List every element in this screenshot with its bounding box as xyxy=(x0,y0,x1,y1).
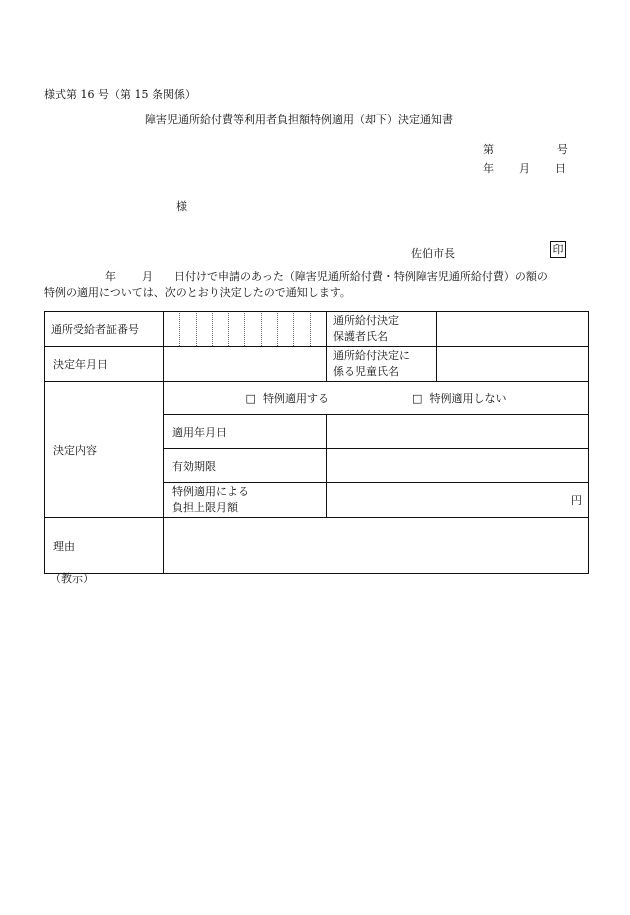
reason-label-cell xyxy=(45,518,164,574)
cert-number-label: 通所受給者証番号 xyxy=(51,323,139,336)
validity-label-cell xyxy=(164,449,327,483)
body-line-2: 特例の適用については、次のとおり決定したので通知します。 xyxy=(44,286,351,299)
cert-digit-box[interactable] xyxy=(245,313,261,346)
number-prefix: 第 xyxy=(483,143,494,156)
guardian-label-1: 通所給付決定 xyxy=(333,314,399,327)
decision-date-field[interactable] xyxy=(164,347,327,382)
option-apply[interactable] xyxy=(246,390,329,406)
decision-content-label-cell xyxy=(45,382,164,518)
issue-date-year: 年 xyxy=(483,162,494,175)
cert-digit-box[interactable] xyxy=(294,313,310,346)
decision-date-label-cell xyxy=(45,347,164,382)
option-apply-label: 特例適用する xyxy=(262,392,329,405)
limit-amount-field[interactable] xyxy=(327,483,589,518)
document-title: 障害児通所給付費等利用者負担額特例適用（却下）決定通知書 xyxy=(145,113,453,126)
form-number: 様式第 16 号（第 15 条関係） xyxy=(44,88,196,101)
guardian-label-2: 保護者氏名 xyxy=(333,330,388,343)
reason-field[interactable] xyxy=(164,518,589,574)
option-not-apply-label: 特例適用しない xyxy=(429,392,507,405)
body-year: 年 xyxy=(105,270,116,283)
apply-date-label: 適用年月日 xyxy=(172,425,227,439)
reason-label: 理由 xyxy=(53,539,75,553)
validity-label: 有効期限 xyxy=(172,459,216,473)
body-text: 日付けで申請のあった（障害児通所給付費・特例障害児通所給付費）の額の xyxy=(174,270,548,283)
body-month: 月 xyxy=(142,270,153,283)
option-not-apply[interactable] xyxy=(412,390,506,406)
cert-digit-box[interactable] xyxy=(311,313,326,346)
guardian-name-field[interactable] xyxy=(437,312,589,347)
child-name-field[interactable] xyxy=(437,347,589,382)
guardian-label-cell xyxy=(327,312,437,347)
limit-label-2: 負担上限月額 xyxy=(172,501,238,514)
cert-digit-box[interactable] xyxy=(262,313,278,346)
issue-date-month: 月 xyxy=(519,162,530,175)
apply-date-label-cell xyxy=(164,415,327,449)
issuer-name: 佐伯市長 xyxy=(411,247,455,260)
checkbox-icon[interactable]: □ xyxy=(412,392,423,405)
body-line-1 xyxy=(44,268,589,284)
decision-content-label: 決定内容 xyxy=(53,443,97,457)
cert-digit-box[interactable] xyxy=(278,313,294,346)
cert-digit-box[interactable] xyxy=(213,313,229,346)
decision-table xyxy=(44,311,589,574)
limit-label-1: 特例適用による xyxy=(172,485,249,498)
cert-number-label-cell xyxy=(45,312,164,347)
decision-date-label: 決定年月日 xyxy=(53,358,108,371)
seal-stamp: 印 xyxy=(550,241,566,258)
decision-options-cell xyxy=(164,382,589,415)
cert-digit-box[interactable] xyxy=(229,313,245,346)
cert-digit-box[interactable] xyxy=(180,313,196,346)
limit-label-cell xyxy=(164,483,327,518)
cert-digit-box[interactable] xyxy=(164,313,180,346)
yen-unit: 円 xyxy=(571,494,582,507)
cert-digit-box[interactable] xyxy=(197,313,213,346)
cert-digit-boxes xyxy=(164,313,326,346)
child-label-2: 係る児童氏名 xyxy=(333,365,399,378)
cert-number-field[interactable] xyxy=(164,312,327,347)
appeal-notice: （教示） xyxy=(50,572,94,585)
addressee-suffix: 様 xyxy=(176,200,187,213)
validity-field[interactable] xyxy=(327,449,589,483)
child-label-1: 通所給付決定に xyxy=(333,349,410,362)
checkbox-icon[interactable]: □ xyxy=(245,392,256,405)
child-label-cell xyxy=(327,347,437,382)
number-suffix: 号 xyxy=(557,143,568,156)
issue-date-day: 日 xyxy=(555,162,566,175)
apply-date-field[interactable] xyxy=(327,415,589,449)
